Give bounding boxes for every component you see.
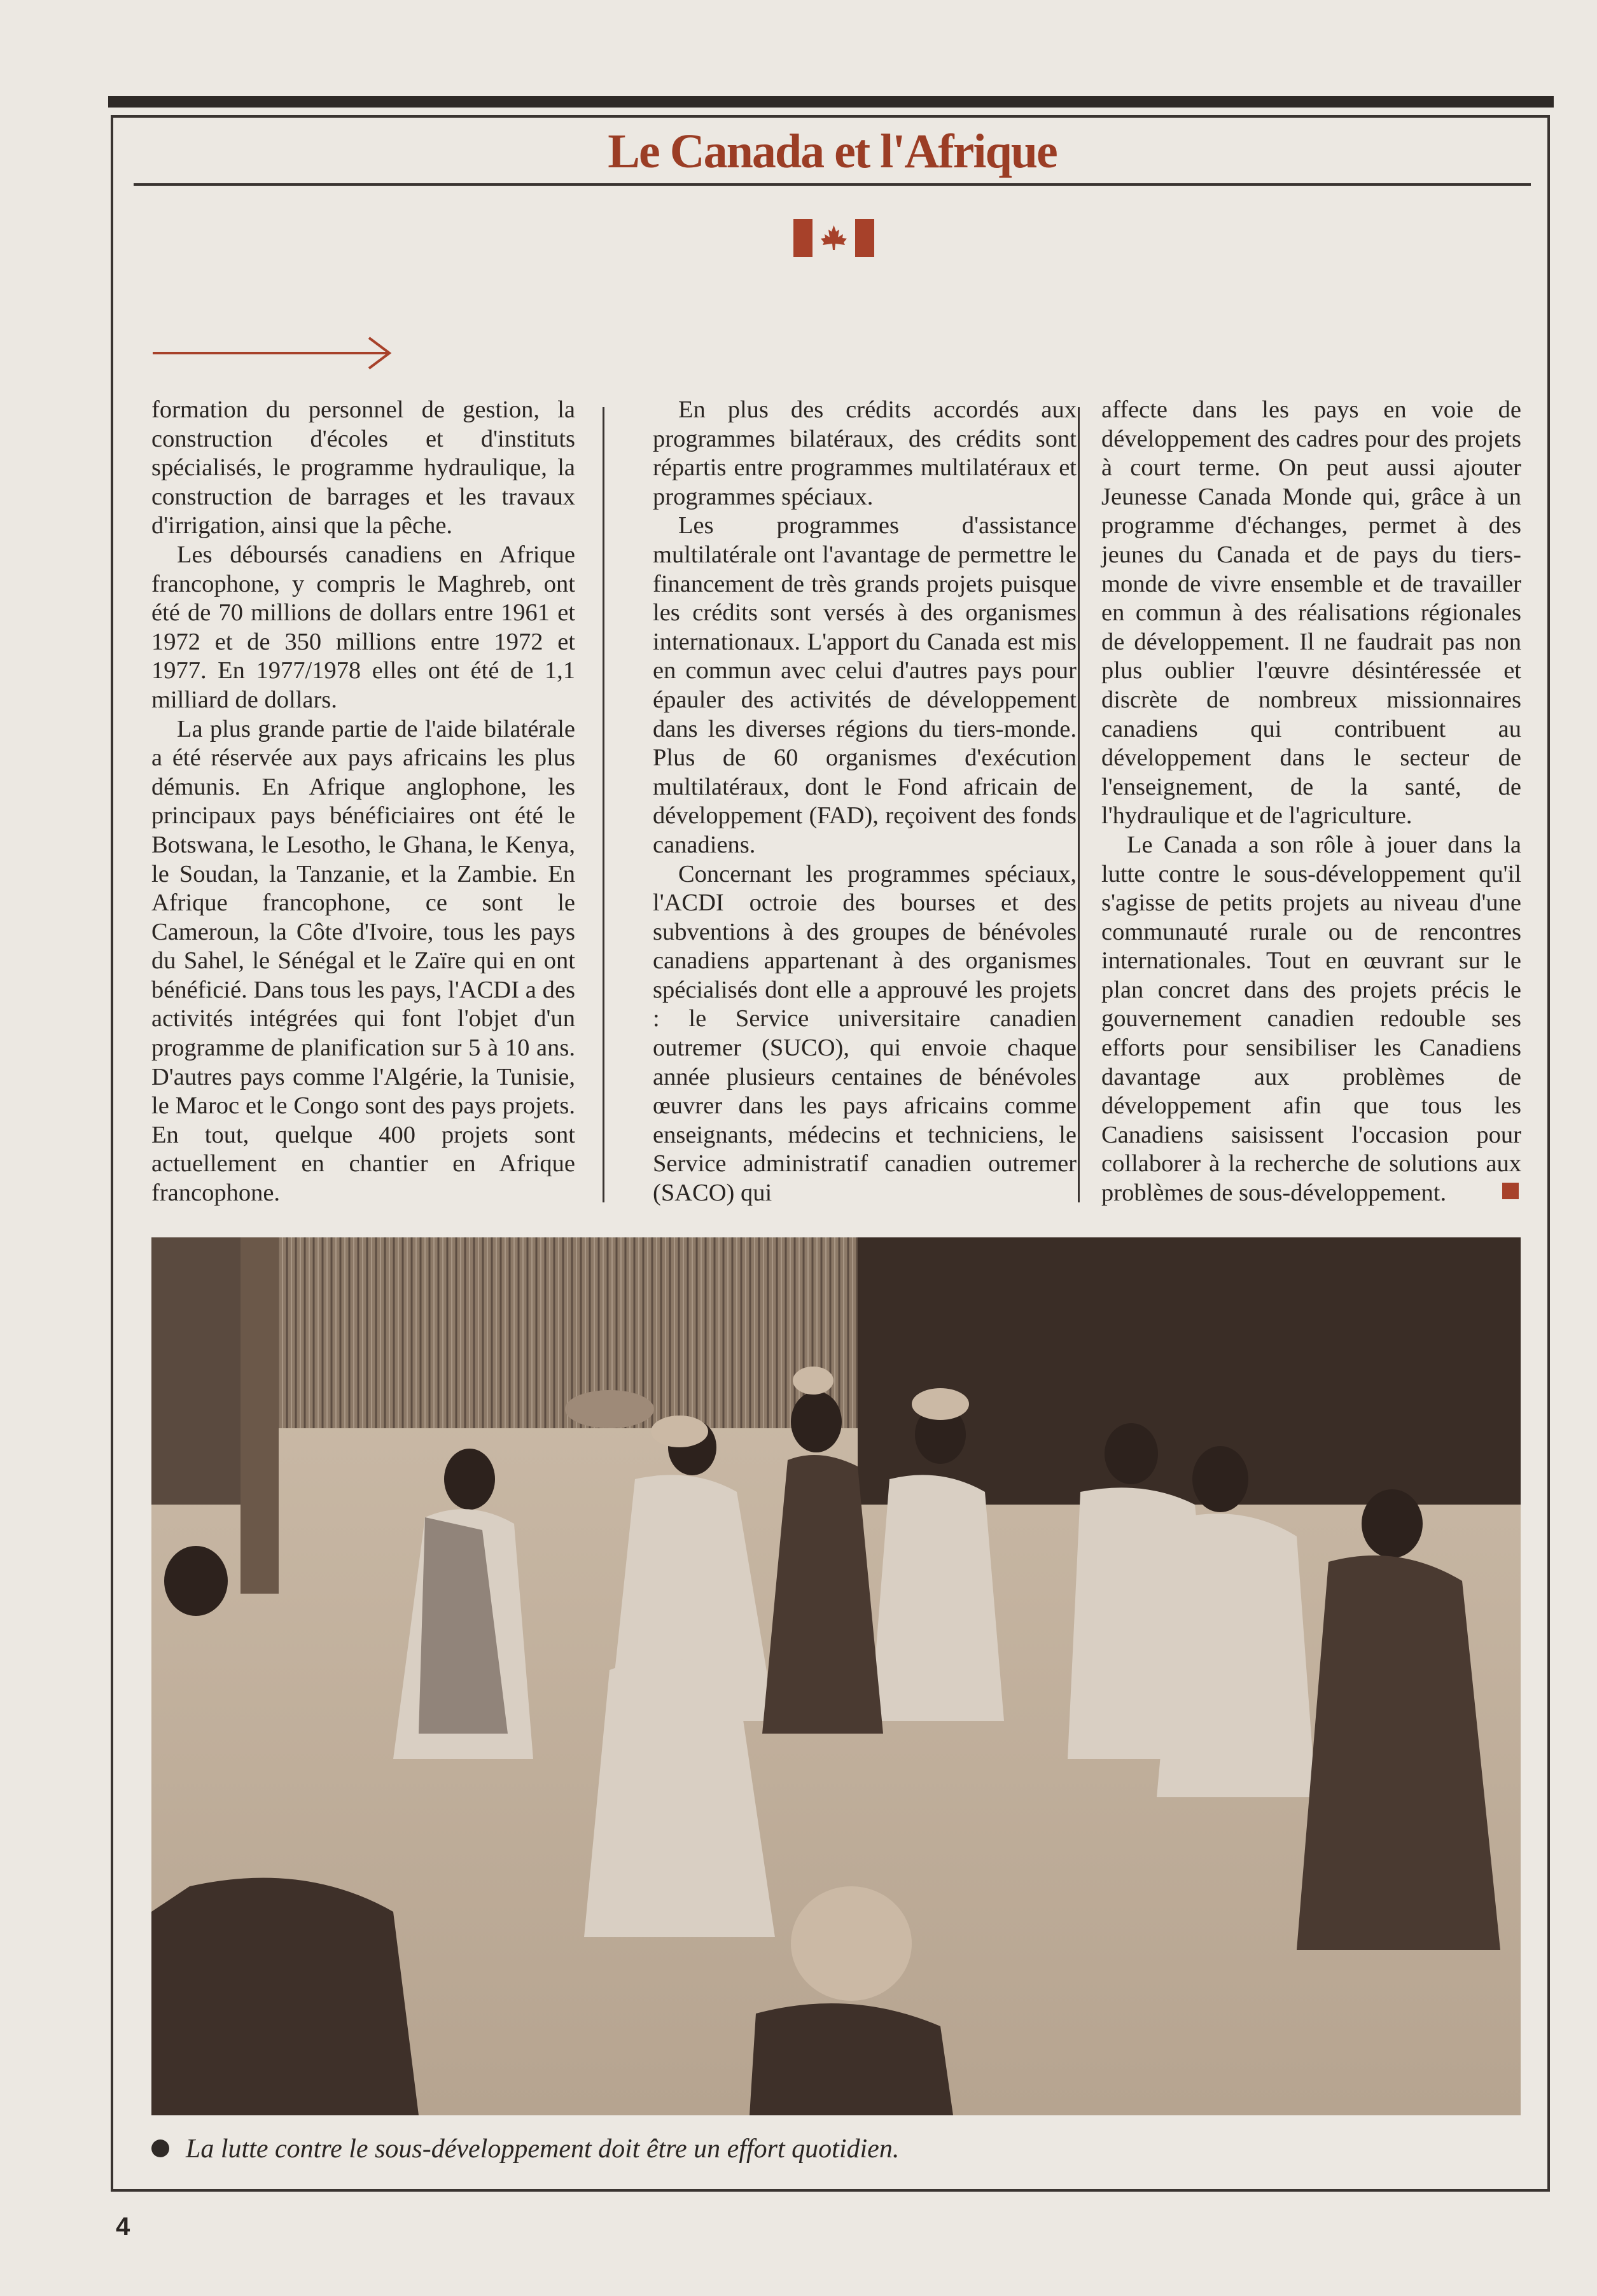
paragraph: Concernant les programmes spéciaux, l'ACDI octroie des bourses et des subventions à des groupes de bénévoles canadiens appartenant à des organismes spécialisés dont elle a approuvé les projets : le Service universitaire canadien outremer (SUCO), qui envoie chaque année plusieurs centaines de bénévoles œuvrer dans les pays africains comme enseignants, médecins et techniciens, le Service administratif canadien outremer (SACO) qui	[653, 860, 1077, 1207]
top-rule	[108, 96, 1554, 108]
title-rule	[134, 183, 1531, 186]
paragraph: Les programmes d'assistance multilatérale ont l'avantage de permettre le financement de très grands projets puisque les crédits sont versés à des organismes internationaux. L'apport du Canada est mis en commun avec celui d'autres pays pour épauler des activités de développement dans les diverses régions du tiers-monde. Plus de 60 organismes d'exécution multilatéraux, dont le Fond africain de développement (FAD), reçoivent des fonds canadiens.	[653, 512, 1077, 858]
arrow-right-icon	[153, 334, 394, 372]
text-column-3	[1101, 396, 1521, 1208]
page-number: 4	[116, 2213, 130, 2241]
page-title: Le Canada et l'Afrique	[608, 125, 1057, 178]
paragraph: Les déboursés canadiens en Afrique francophone, y compris le Maghreb, ont été de 70 millions de dollars entre 1961 et 1972 et de 350 millions entre 1972 et 1977. En 1977/1978 elles ont été de 1,1 milliard de dollars.	[151, 541, 575, 713]
paragraph: Le Canada a son rôle à jouer dans la lutte contre le sous-développement qu'il s'agisse de petits projets au niveau d'une communauté rurale ou de rencontres internationales. Tout en œuvrant sur le plan concret dans des projets précis le gouvernement canadien redouble ses efforts pour sensibiliser les Canadiens davantage aux problèmes de développement afin que tous les Canadiens saisissent l'occasion pour collaborer à la recherche de solutions aux problèmes de sous-développement.	[1101, 831, 1521, 1207]
text-column-1	[151, 396, 575, 1208]
caption-text: La lutte contre le sous-développement doit être un effort quotidien.	[186, 2134, 900, 2164]
column-divider	[1078, 407, 1080, 1202]
paragraph: En plus des crédits accordés aux programmes bilatéraux, des crédits sont répartis entre programmes multilatéraux et programmes spéciaux.	[653, 396, 1077, 510]
paragraph: formation du personnel de gestion, la construction d'écoles et d'instituts spécialisés, le programme hydraulique, la construction de barrages et les travaux d'irrigation, ainsi que la pêche.	[151, 396, 575, 539]
text-column-2	[653, 396, 1077, 1208]
column-divider	[603, 407, 604, 1202]
end-mark-icon	[1502, 1183, 1519, 1199]
caption-bullet-icon	[151, 2139, 169, 2157]
village-meeting-photo	[151, 1237, 1521, 2115]
paragraph: affecte dans les pays en voie de développement des cadres pour des projets à court terme. On peut aussi ajouter Jeunesse Canada Monde qui, grâce à un programme d'échanges, permet à des jeunes du Canada et de pays du tiers-monde de vivre ensemble et de travailler en commun à des réalisations régionales de développement. Il ne faudrait pas non plus oublier l'œuvre désintéressée et discrète de nombreux missionnaires canadiens qui contribuent au développement dans le secteur de l'enseignement, de la santé, de l'hydraulique et de l'agriculture.	[1101, 396, 1521, 830]
photo-caption	[151, 2132, 899, 2166]
paragraph: La plus grande partie de l'aide bilatérale a été réservée aux pays africains les plus démunis. En Afrique anglophone, les principaux pays bénéficiaires ont été le Botswana, le Lesotho, le Ghana, le Kenya, le Soudan, la Tanzanie, et la Zambie. En Afrique francophone, ce sont le Cameroun, la Côte d'Ivoire, tous les pays du Sahel, le Sénégal et le Zaïre qui en ont bénéficié. Dans tous les pays, l'ACDI a des activités intégrées qui font l'objet d'un programme de planification sur 5 à 10 ans. D'autres pays comme l'Algérie, la Tunisie, le Maroc et le Congo sont des pays projets. En tout, quelque 400 projets sont actuellement en chantier en Afrique francophone.	[151, 715, 575, 1207]
canada-flag-icon	[793, 219, 874, 257]
